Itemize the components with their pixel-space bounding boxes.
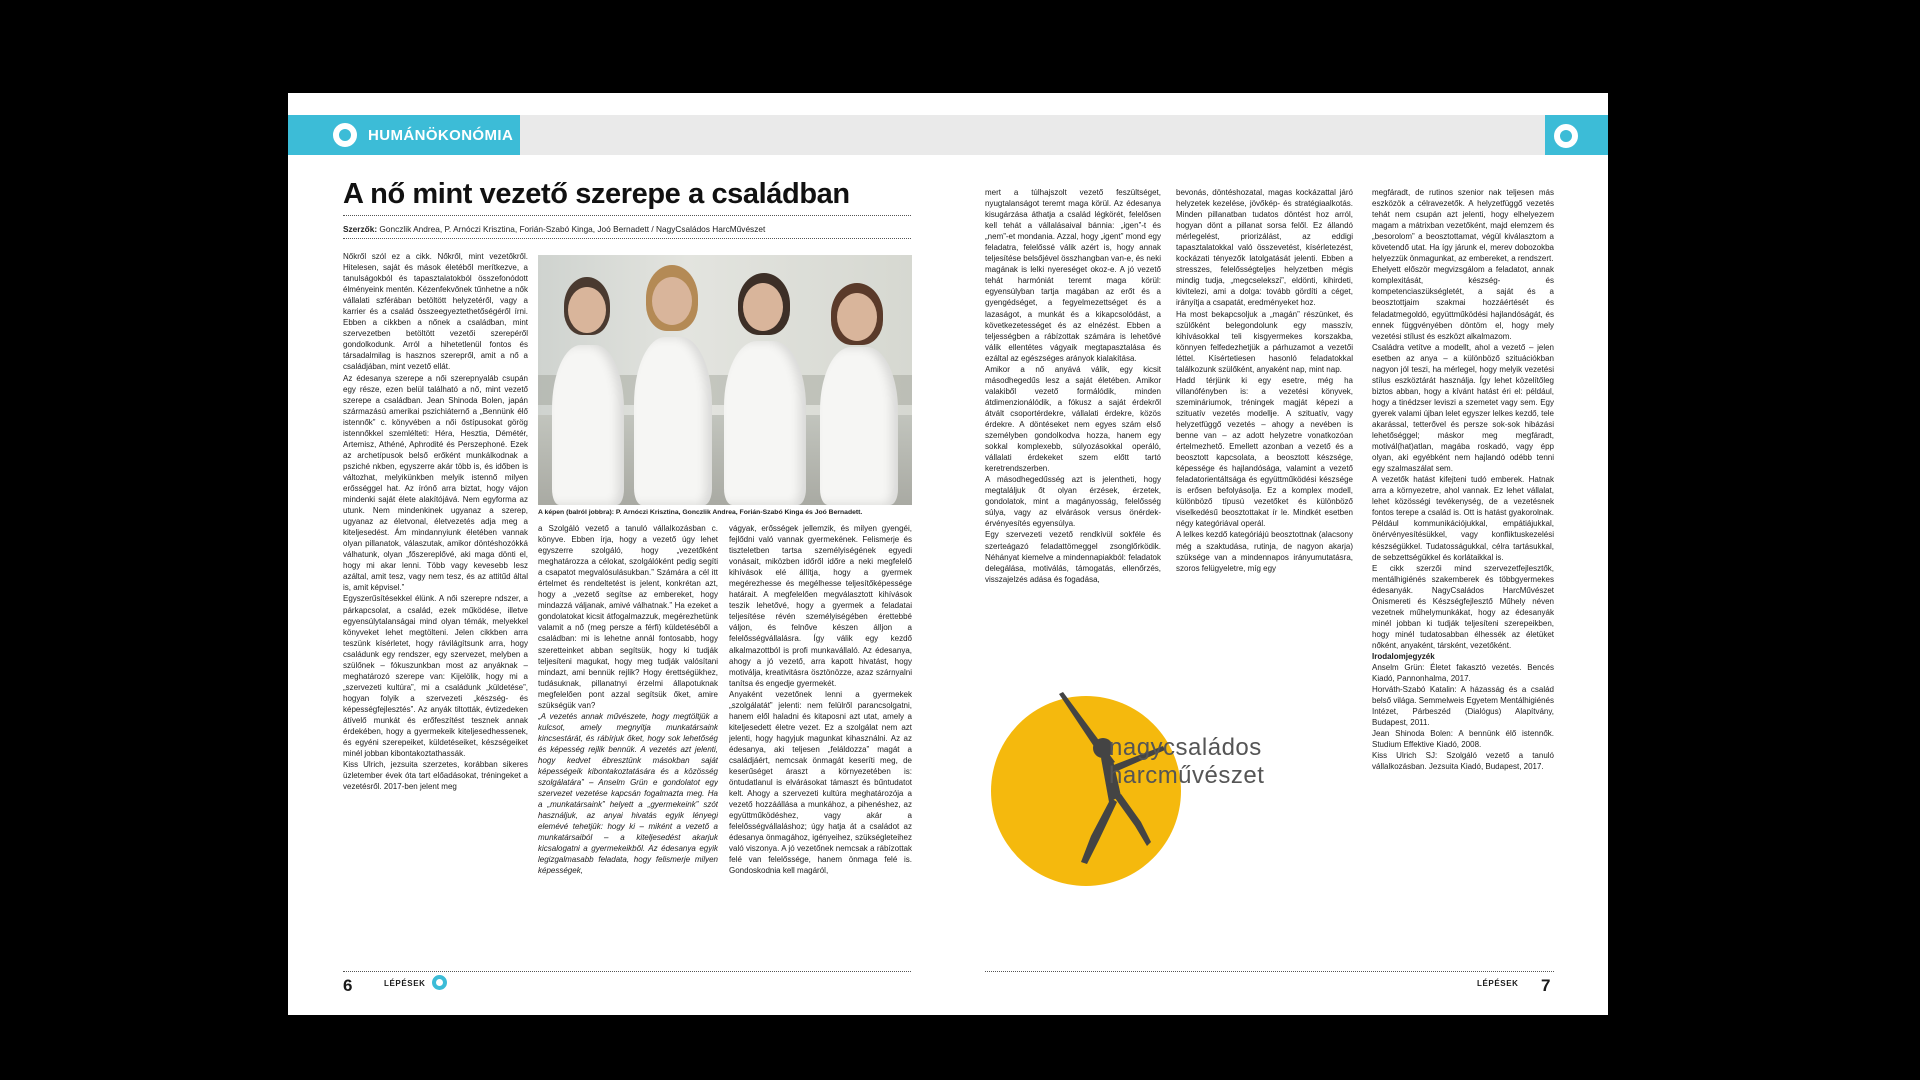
magazine-spread [288,93,1608,1015]
paragraph: Kiss Ulrich, jezsuita szerzetes, korábban sikeres üzletember évek óta tart előadásokat, tréningeket a vezetésről. 2017-ben jelent meg [343,760,528,792]
references-title: Irodalomjegyzék [1372,651,1435,661]
paragraph: „A vezetés annak művészete, hogy megtöltjük a kulcsot, amely megnyitja munkatársaink kincsestárát, és rábírjuk őket, hogy sok lehetőség és képesség rejlik bennük. A vezetés azt jelenti, hogy kedvet ébresztünk másokban saját képességeik kibontakoztatására és a közösség szolgálatára” – Anselm Grün e gondolatot egy szervezet vezetése kapcsán fogalmazta meg. Ha a „munkatársaink” helyett a „gyermekeink” szót használjuk, az anyai hivatás egyik lényegi elemévé tehetjük: hogy ki – miként a vezető a munkatársaiból – a kiteljesedést akarjuk kicsalogatni a gyermekeikből. Az édesanya egyik legizgalmasabb feladata, hogy felismerje milyen képességek, [538,711,718,876]
reference-item: Anselm Grün: Életet fakasztó vezetés. Bencés Kiadó, Pannonhalma, 2017. [1372,663,1554,684]
text-column-1 [343,251,528,963]
paragraph: Amikor a nő anyává válik, egy kicsit másodhegedűs lesz a saját életében. Amikor valakiből vezető formálódik, minden átdimenzionálódik, a fókusz a saját érdekről átvált csoportérdekre, vállalati érdekre, közös érdekre. A döntéseket nem egyes szám első személyben gondolkodva hozza, hanem egy sokkal komplexebb, súlyozásokkal operáló, vállalati érdekeket szem előtt tartó keretrendszerben. [985,364,1161,474]
paragraph: E cikk szerzői mind szervezetfejlesztők, mentálhigiénés szakemberek és többgyermekes édesanyák. NagyCsaládos HarcMűvészet Önismereti és Készségfejlesztő Műhely néven vezetnek műhelymunkákat, hogy az édesanyák minél jobban ki tudják teljesíteni szerepeikben, hogy minél tudatosabban élhessék az életüket nőként, anyaként, társként, vezetőként. [1372,563,1554,650]
section-header [288,115,520,155]
paragraph: vágyak, erősségek jellemzik, és milyen gyengéi, fejlődni való vannak gyermekének. Felismerje és tiszteletben tartsa személyiségének egyedi vonásait, miközben időről időre a neki megfelelő kihívások elé állítja, hogy a gyermek megérezhesse és megélhesse teljesítőképessége határait. A megfelelően megválasztott kihívások teszik lehetővé, hogy a gyermek a feladatai teljesítése révén személyiségében érettebbé váljon, és felnőve készen álljon a felelősségvállalásra. Így válik egy kezdő alkalmazottból is profi munkavállaló. Az édesanya, ahogy a jó vezető, arra kapott hivatást, hogy motiválja, kreativitásra ösztönözze, azaz szárnyalni tanítsa és engedje gyermekét. [729,524,912,688]
paragraph: Az édesanya szerepe a női szerepnyaláb csupán egy része, ezen belül található a nő, mint vezető szerepe a családban. Jean Shinoda Bolen, japán származású amerikai pszichiáternő a „Bennünk élő istennők” c. könyvében a női őstípusokat görög istennőkkel szemlélteti: Héra, Hesztia, Démétér, Artemisz, Athéné, Aphrodité és Perszephoné. Ezek az archetípusok belső erőként munkálkodnak a psziché nkben, egyszerre akár több is, és időben is változhat, melyikünkben melyik istennő milyen erősséggel hat. Az írónő arra biztat, hogy vájon mindenki saját élete alakítójává. Nem egyforma az utunk. Nem mindenkinek ugyanaz a szerep, ugyanaz az életvonal, életvezetés adja meg a kiteljesedést. Ám mindannyiunk életében vannak olyan pillanatok, válaszutak, amikor döntéshozókká válhatunk, olyan „főszereplővé, aki maga dönti el, hogy mi akar lenni. Több vagy kevesebb lesz azáltal, amit tesz, vagy nem tesz, és az attitűd által is, amit képvisel.” [343,373,528,593]
divider [343,238,911,239]
logo-text-line1: nagycsaládos [1109,734,1262,761]
authors-list: Gonczlik Andrea, P. Arnóczi Krisztina, Forián-Szabó Kinga, Joó Bernadett / NagyCsaládos HarcMűvészet [377,224,766,234]
footer-divider [343,971,911,972]
divider [343,215,911,216]
paragraph: Családra vetítve a modellt, ahol a vezető – jelen esetben az anya – a különböző szituációkban nagyon jól teszi, ha mérlegel, hogy melyik vezetési stílus eszköztárát használja. Így lehet közelítőleg biztos abban, hogy a kívánt hatást éri el: például, hogy a tinédzser leviszi a szemetet vagy sem. Egy gyerek valami újban lelet egyszer lelkes kezdő, tele akarással, tetterővel és persze sok-sok hibázási lehetőséggel; máskor meg megfáradt, motivál(hat)atlan, magába roskadó, vagy épp olyan, aki egyébként nem hajlandó odébb tenni egy szalmaszálat sem. [1372,342,1554,474]
photo-caption: A képen (balról jobbra): P. Arnóczi Krisztina, Gonczlik Andrea, Forián-Szabó Kinga és Joó Bernadett. [538,509,863,516]
magazine-name-left: LÉPÉSEK [384,979,426,988]
nagycsalados-logo [991,686,1341,886]
paragraph: Egy szervezeti vezető rendkívül sokféle és szerteágazó feladattömeggel zsonglőrködik. Néhányat kiemelve a mindennapiakból: feladatok delegálása, motiválás, támogatás, ellenőrzés, visszajelzés adása és fogadása, [985,530,1161,584]
circle-logo-icon [432,975,447,990]
text-column-4 [985,187,1161,663]
paragraph: A vezetők hatást kifejteni tudó emberek. Hatnak arra a környezetre, ahol vannak. Ez lehet vállalat, lehet közösségi tevékenység, de a vezetésnek fontos terepe a család is. Ott is hatást gyakorolnak. Például kommunikációjukkal, empátiájukkal, önérvényesítésükkel, vagy konfliktuskezelési készségükkel. Tudatosságukkal, célra tartásukkal, de sebzettségükkel és korlátaikkal is. [1372,475,1554,562]
paragraph: a Szolgáló vezető a tanuló vállalkozásban c. könyve. Ebben írja, hogy a vezető úgy lehet egyszerre szolgáló, hogy „vezetőként meghatározza a célokat, szolgálóként pedig segíti a csapatot megvalósulásukban.” Számára a cél itt értelmet és rendeltetést is jelent, konkrétan azt, hogy a „vezető segítse az embereket, hogy mindazzá váljanak, amivé válhatnak.” Ha ezeket a gondolatokat kicsit átfogalmazzuk, megérezhetünk valamit a nő (meg persze a férfi) küldetéséből a családban: mi is lehetne annál fontosabb, hogy szeretteinket abban segítsük, hogy ki tudják teljesíteni magukat, hogy meg tudják valósítani mindazt, ami bennük rejlik? Hogy érettségükhez, tudásuknak, pillanatnyi érzelmi állapotuknak megfelelően pont azzal segítsük őket, amire szükségük van? [538,524,718,710]
text-column-3 [729,523,912,963]
page-number-left: 6 [343,976,353,995]
paragraph: Nőkről szól ez a cikk. Nőkről, mint vezetőkről. Hitelesen, saját és mások életéből merítkezve, a tanulságokból és tapasztalatokból összefonódott élményeink mentén. Kézenfekvőnek tűnhetne a nők vállalati szférában betöltött helyzetéről, vagy a karrier és a család összeegyeztethetőségéről írni. Ebben a cikkben a nőnek a családban, mint szervezetben betöltött vezetői szerepéről gondolkodunk. Arról a hihetetlenül fontos és társadalmilag is hasznos szerepről, amit a nő a családjában, mint vezető ellát. [343,252,528,372]
reference-item: Kiss Ulrich SJ: Szolgáló vezető a tanuló vállalkozásban. Jezsuita Kiadó, Budapest, 2017. [1372,751,1554,772]
logo-text-line2: harcművészet [1109,762,1265,789]
header-right-tab [1545,115,1608,155]
paragraph: bevonás, döntéshozatal, magas kockázattal járó helyzetek kezelése, jövőkép- és stratégiaalkotás. Minden pillanatban tudatos döntést hoz arról, hogyan dönt a pillanat sorsa felől. Ez állandó mérlegelést, priorizálást, az eddigi tapasztalatokkal való összevetést, kísérletezést, kockázati tényezők latolgatását jelenti. Ebben a stresszes, felelősségteljes helyzetben mégis mindig tudja, „megcselekszi”, eldönti, kihirdeti, kivitelezi, ami a dolga: tovább gördíti a céget, irányítja a csapatát, eredményeket hoz. [1176,188,1353,308]
paragraph: A lelkes kezdő kategóriájú beosztottnak (alacsony még a szaktudása, rutinja, de nagyon akarja) szüksége van a mindennapos irányumutatásra, szoros felügyeletre, míg egy [1176,530,1353,573]
paragraph: Ha most bekapcsoljuk a „magán” részünket, és szülőként belegondolunk egy masszív, kihívásokkal teli kisgyermekes korszakba, könnyen felfedezhetjük a párhuzamot a vezetői léttel. Kísértetiesen hasonló feladatokkal találkozunk szülőként, anyaként nap, mint nap. [1176,309,1353,374]
circle-logo-icon [1554,124,1578,148]
paragraph: Hadd térjünk ki egy esetre, még ha villanófényben is: a vezetési könyvek, szemináriumok, tréningek magját képezi a szituatív vezetés modellje. A szituatív, vagy helyzetfüggő vezetés – ahogy a nevében is benne van – az adott helyzetre vonatkozóan értelmezhető. Emellett azonban a vezető és a beosztott kapcsolata, a beosztott készsége, képessége és hajlandósága, valamint a vezető feladatorientáltsága és együttműködési készsége is erősen befolyásolja. Ez a komplex modell, különböző típusú vezetőket és különböző viselkedésű beosztottakat ír le. Mindkét esetben négy kategóriával operál. [1176,375,1353,529]
article-photo [538,255,912,505]
header-strip [520,115,1545,155]
authors-label: Szerzők: [343,224,378,234]
paragraph: Ehelyett először megvizsgálom a feladatot, annak komplexitását, készség- és kompetenciaszükségletét, a saját és a beosztottjaim szakmai hozzáértését és feladatmegoldó, együttműködési hajlandóságát, és ennek függvényében döntöm el, hogy mely vezetési stílust és eszközt alkalmazom. [1372,265,1554,341]
section-title: HUMÁNÖKONÓMIA [368,126,514,144]
reference-item: Horváth-Szabó Katalin: A házasság és a család belső világa. Semmelweis Egyetem Mentálhigiénés Intézet, Párbeszéd (Dialógus) Alapítvány, Budapest, 2011. [1372,685,1554,728]
article-title: A nő mint vezető szerepe a családban [343,178,850,210]
circle-logo-icon [333,123,357,147]
text-column-2 [538,523,718,963]
reference-item: Jean Shinoda Bolen: A bennünk élő istennők. Studium Effektive Kiadó, 2008. [1372,729,1554,750]
magazine-name-right: LÉPÉSEK [1477,979,1519,988]
paragraph: Egyszerűsítésekkel élünk. A női szerepre ndszer, a párkapcsolat, a család, ezek működése, illetve egyensúlytalanságai mind olyan témák, melyekkel könyveket lehet megtölteni. Jelen cikkben arra teszünk kísérletet, hogy rávilágítsunk arra, hogy családunk egy rendszer, egy szervezet, melyben a szülőnek – fókuszunkban most az anyáknak – meghatározó szerepe van: Kijelölik, hogy mi a „szervezeti kultúra”, mi a családunk „küldetése”, hogyan folyik a szervezeti „készség- és képességfejlesztés”. Az anyák tiltották, évtizedeken átívelő munkát és erőfeszítést tesznek annak érdekében, hogy a gyermekeik kiteljesedhessenek, és egyéni szerepeiket, küldetéseiket, készségeiket minél jobban kibontakoztathassák. [343,594,528,759]
text-column-6 [1372,187,1554,965]
article-authors [343,224,765,234]
paragraph: megfáradt, de rutinos szenior nak teljesen más eszközök a célravezetők. A helyzetfüggő vezetés tehát nem csupán azt jelenti, hogy elhelyezem magam a mátrixban vezetőként, majd elemzem és „besorolom” a beosztottamat, végül kiválasztom a követendő utat. Ha így járunk el, merev dobozokba helyezzük önmagunkat, az embereket, a rendszert. [1372,188,1554,264]
paragraph: A másodhegedűsség azt is jelentheti, hogy megtaláljuk őt olyan érzések, érzetek, gondolatok, mint a magányosság, felelősség súlya, vagy az elvárások versus önérdek-érvényesítés egyensúlya. [985,475,1161,529]
page-number-right: 7 [1541,976,1551,995]
paragraph: Anyaként vezetőnek lenni a gyermekek „szolgálatát” jelenti: nem felülről parancsolgatni, hanem elől haladni és kitaposni azt utat, amely a kiteljesedett életre vezet. Ez a szolgálat nem azt jelenti, hogy hagyjuk magunkat kihasználni. Az az édesanya, aki teljesen „feláldozza” magát a családjáért, nemcsak önmagát keseríti meg, de keserűséget áraszt a környezetében is: öntudatlanul is elvárásokat támaszt és bűntudatot kelt. Ahogy a szervezeti kultúra meghatározója a vezető hozzáállása a munkához, a pihenéshez, az együttműködéshez, vagy akár a felelősségvállaláshoz; úgy hatja át a családot az édesanya önmagához, igényeihez, szükségleteihez való viszonya. A jó vezetőnek nemcsak a rábízottak felé van felelőssége, hanem önmaga felé is. Gondoskodnia kell magáról, [729,689,912,876]
footer-divider [985,971,1554,972]
paragraph: mert a túlhajszolt vezető feszültséget, nyugtalanságot teremt maga körül. Az édesanya kisugárzása áthatja a család légkörét, felelősen kell tehát a vállalásaival bánnia: „igen”-t és „nem”-et mondania. Azzal, hogy „igent” mond egy feladatra, felelőssé válik azért is, hogy annak teljesítése belsőjével összhangban van-e, és neki magának is lelki nyereséget okoz-e. A jó vezető tehát harmóniát teremt maga körül: egyensúlyban tartja magában az erőt és a gyengédséget, a fegyelmezettséget és a lazaságot, a munkát és a kikapcsolódást, a következetességet és az elnézést. Ebben a teljességben a rábízottak számára is lehetővé válik ellentétes vágyaik megtapasztalása és ezáltal az egészséges arányok kialakítása. [985,188,1161,363]
text-column-5 [1176,187,1353,663]
